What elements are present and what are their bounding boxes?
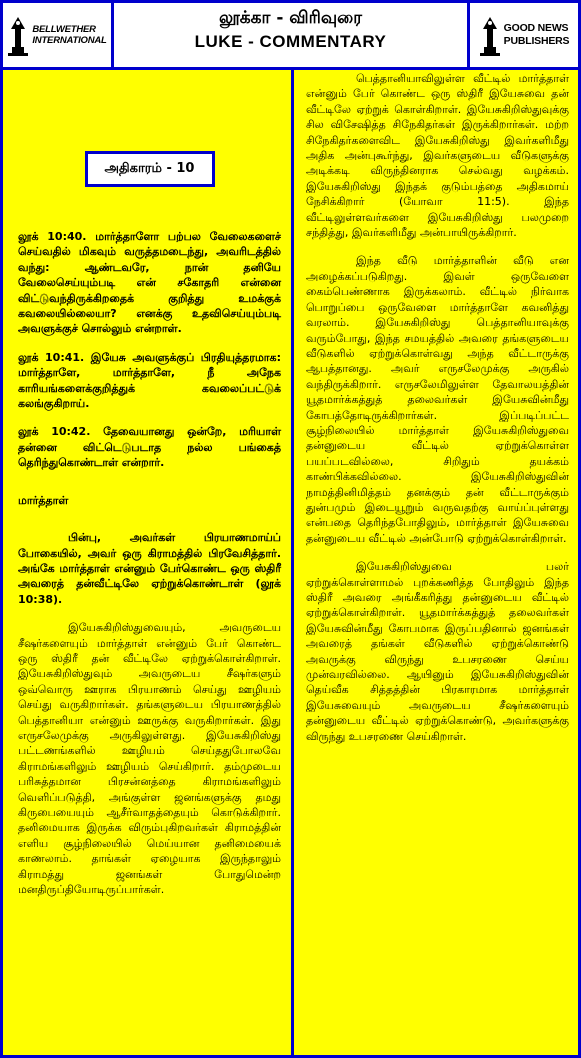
good-news-logo: [467, 3, 578, 67]
verse-10-41: லூக் 10:41. இயேசு அவளுக்குப் பிரதியுத்தரமாக: மார்த்தாளே, மார்த்தாளே, நீ அநேக காரியங்களைக்குறித்துக் கவலைப்பட்டுக் கலங்குகிறாய்.: [18, 350, 281, 411]
chapter-heading: அதிகாரம் - 10: [85, 151, 215, 187]
title-english: LUKE - COMMENTARY: [194, 32, 387, 51]
left-column: [18, 71, 281, 910]
left-logo-text: BELLWETHER INTERNATIONAL: [32, 24, 107, 46]
page-header: [3, 3, 578, 70]
commentary-paragraph: இயேசுகிறிஸ்துவை பலர் ஏற்றுக்கொள்ளாமல் புறக்கணித்த போதிலும் இந்த ஸ்திரீ அவரை அங்கீகரித்து தன்னுடைய வீட்டில் ஏற்றுக்கொள்கிறாள். யூதமார்க்கத்துத் தலைவர்கள் இயேசுவின்மீது கோபமாக இருப்பதினால் ஜனங்கள் அவரைத் தங்கள் வீடுகளில் ஏற்றுக்கொண்டு அவருக்கு விருந்து உபசரணை செய்ய முன்வரவில்லை. ஆயினும் இயேசுகிறிஸ்துவின் தெய்வீக சித்தத்தின் பிரகாரமாக மார்த்தாள் இயேசுவையும் அவருடைய சீஷர்களையும் தன்னுடைய வீட்டில் ஏற்றுக்கொண்டு, அவர்களுக்கு விருந்து உபசரணை செய்கிறாள்.: [306, 560, 569, 743]
bellwether-logo: [3, 3, 114, 67]
bellwether-sheep-icon: [479, 13, 501, 57]
commentary-paragraph: இந்த வீடு மார்த்தாளின் வீடு என அழைக்கப்படுகிறது. இவள் ஒருவேளை கைம்பெண்ணாக இருக்கலாம். வீட்டில் நிர்வாக பொறுப்பை ஒருவேளை மார்த்தாளே கவனித்து வரலாம். இயேசுகிறிஸ்து பெத்தானியாவுக்கு வரும்போது, இந்த சமயத்தில் அவரை தங்களுடைய வீடுகளில் ஏற்றுக்கொள்வது அந்த வீட்டாருக்கு ஆபத்தானது. அவர் எருசலேமுக்கு அருகில் வந்திருக்கிறார். எருசலேமிலுள்ள தேவாலயத்தின் யூதமார்க்கத்துத் தலைவர்கள் இயேசுவின்மீது கோபத்தோடிருக்கிறார்கள். இப்படிப்பட்ட சூழ்நிலையில் மார்த்தாள் இயேசுகிறிஸ்துவை தன்னுடைய வீட்டில் ஏற்றுக்கொள்ள பயப்படவில்லை, சிறிதும் தயக்கம் காண்பிக்கவில்லை. இயேசுகிறிஸ்துவின் நாமத்தினிமித்தம் தனக்கும் தன் வீட்டாருக்கும் துன்பமும் இடையூறும் வருவதற்கு வாய்ப்புள்ளது என்பதை தெரிந்தபோதிலும், மார்த்தாள் இயேசுவை தன்னுடைய வீட்டில் அன்போடு ஏற்றுக்கொள்கிறாள்.: [306, 254, 569, 545]
right-logo-text: GOOD NEWS PUBLISHERS: [503, 22, 570, 47]
section-intro-paragraph: பின்பு, அவர்கள் பிரயாணமாய்ப் போகையில், அவர் ஒரு கிராமத்தில் பிரவேசித்தார். அங்கே மார்த்தாள் என்னும் பேர்கொண்ட ஒரு ஸ்திரீ அவரைத் தன்வீட்டிலே ஏற்றுக்கொண்டாள் (லூக் 10:38).: [18, 531, 281, 606]
bellwether-sheep-icon: [7, 13, 29, 57]
title-tamil: லூக்கா - விரிவுரை: [218, 8, 363, 28]
verse-10-42: லூக் 10:42. தேவையானது ஒன்றே, மரியாள் தன்னை விட்டெடுபடாத நல்ல பங்கைத் தெரிந்துகொண்டாள் என்றார்.: [18, 425, 281, 470]
right-column: [306, 71, 569, 757]
verse-10-40: லூக் 10:40. மார்த்தாளோ பற்பல வேலைகளைச் செய்வதில் மிகவும் வருத்தமடைந்து, அவரிடத்தில் வந்து: ஆண்டவரே, நான் தனியே வேலைசெய்யும்படி என் சகோதரி என்னை விட்டுவந்திருக்கிறதைக் குறித்து உமக்குக் கவலையில்லையா? எனக்கு உதவிசெய்யும்படி அவளுக்குச் சொல்லும் என்றாள்.: [18, 230, 281, 336]
column-divider: [291, 67, 294, 1058]
commentary-paragraph: இயேசுகிறிஸ்துவையும், அவருடைய சீஷர்களையும் மார்த்தாள் என்னும் பேர் கொண்ட ஒரு ஸ்திரீ தன் வீட்டிலே ஏற்றுக்கொள்கிறாள். இயேசுகிறிஸ்துவும் அவருடைய சீஷர்களும் ஒவ்வொரு ஊராக பிரயாணம் செய்து ஊழியம் செய்து வருகிறார்கள். தங்களுடைய பிரயாணத்தில் பெத்தானியா என்னும் ஊருக்கு வருகிறார்கள். இது எருசலேமுக்கு அருகிலுள்ளது. இயேசுகிறிஸ்து பட்டணங்களில் ஊழியம் செய்ததுபோலவே கிராமங்களிலும் ஊழியம் செய்கிறார். தம்முடைய பரிசுத்தமான பிரசன்னத்தை கிராமங்களிலும் வெளிப்படுத்தி, அங்குள்ள ஜனங்களுக்கு தமது கிருபையையும் ஆசீர்வாதத்தையும் கொடுக்கிறார். தனிமையாக இருக்க விரும்புகிறவர்கள் கிராமத்தின் எளிய சூழ்நிலையில் மெய்யான தனிமையைக் காணலாம். தாங்கள் ஏழையாக இருந்தாலும் கிராமத்து ஜனங்கள் போதுமென்ற மனதிருப்தியோடிருப்பார்கள்.: [18, 621, 281, 897]
commentary-paragraph: பெத்தானியாவிலுள்ள வீட்டில் மார்த்தாள் என்னும் பேர் கொண்ட ஒரு ஸ்திரீ இயேசுவை தன் வீட்டிலே ஏற்றுக் கொள்கிறாள். இயேசுகிறிஸ்துவுக்கு சில விசேஷித்த சிநேகிதர்கள் இருக்கிறார்கள். மற்ற சிநேகிதர்களைவிட இயேசுகிறிஸ்து இவர்களிமீது அதிக அன்புகூர்ந்து, இவர்களுடைய வீடுகளுக்கு அடிக்கடி விருந்தினராக செல்வது வழக்கம். இயேசுகிறிஸ்து இந்தக் குடும்பத்தை அதிகமாய் நேசிக்கிறார் (யோவா 11:5). இந்த வீட்டிலுள்ளவர்களை இயேசுகிறிஸ்து பலமுறை சந்தித்து, இவர்களிமீது அன்பாயிருக்கிறார்.: [306, 72, 569, 240]
title-block: [114, 3, 467, 67]
section-subheading: மார்த்தாள்: [18, 493, 69, 507]
